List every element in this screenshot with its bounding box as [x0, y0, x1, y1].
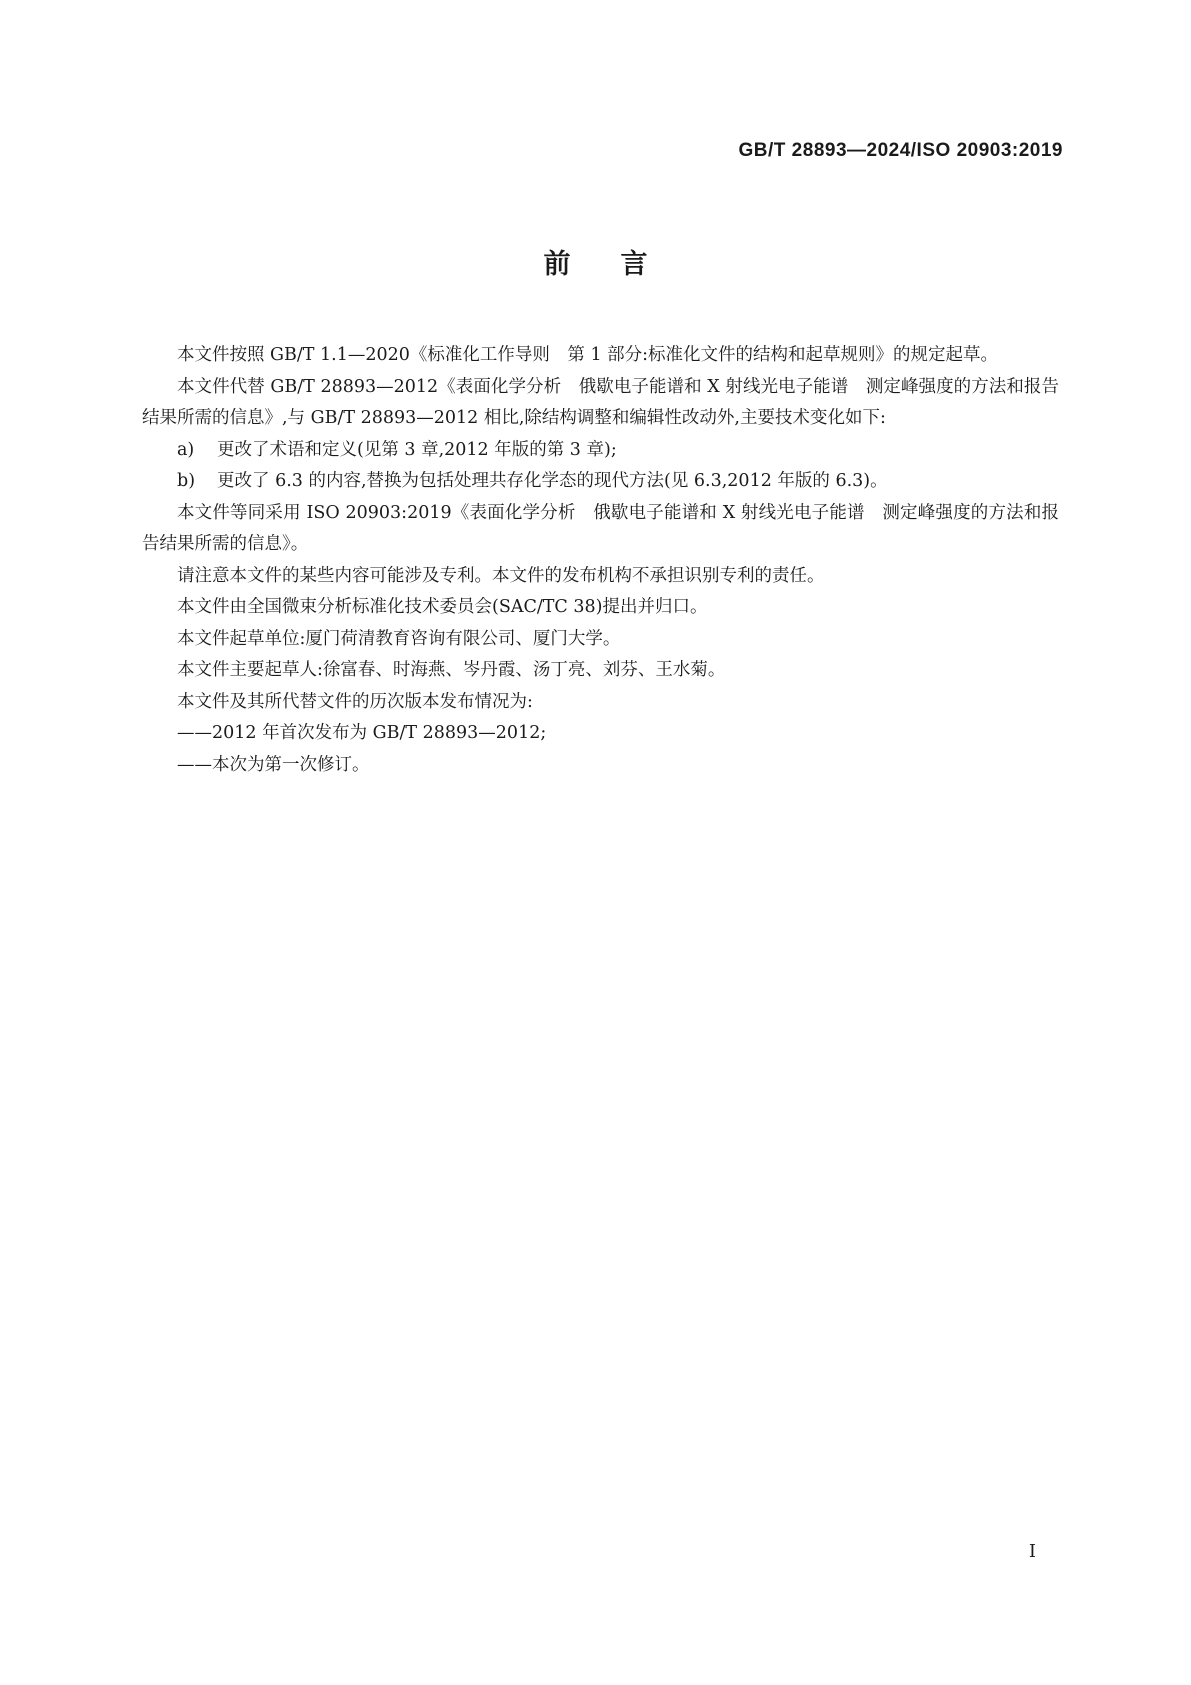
paragraph-replacement: 本文件代替 GB/T 28893—2012《表面化学分析 俄歇电子能谱和 X 射线光电子能谱 测定峰强度的方法和报告结果所需的信息》,与 GB/T 28893—2012 相比,除结构调整和编辑性改动外,主要技术变化如下:: [142, 376, 1059, 428]
list-marker-b: b): [177, 471, 196, 491]
paragraph-equivalence: 本文件等同采用 ISO 20903:2019《表面化学分析 俄歇电子能谱和 X 射线光电子能谱 测定峰强度的方法和报告结果所需的信息》。: [142, 502, 1059, 554]
list-item-b: [142, 466, 1059, 498]
foreword-body: [142, 340, 1059, 781]
paragraph-version-history: 本文件及其所代替文件的历次版本发布情况为:: [177, 691, 533, 712]
paragraph-drafting-units: 本文件起草单位:厦门荷清教育咨询有限公司、厦门大学。: [177, 628, 621, 649]
list-text-a: 更改了术语和定义(见第 3 章,2012 年版的第 3 章);: [217, 439, 617, 460]
standard-code-header: GB/T 28893—2024/ISO 20903:2019: [738, 140, 1063, 161]
list-marker-a: a): [177, 439, 195, 460]
history-item-2012: ——2012 年首次发布为 GB/T 28893—2012;: [177, 723, 547, 743]
list-item-a: [142, 435, 1059, 467]
paragraph-drafters: 本文件主要起草人:徐富春、时海燕、岑丹霞、汤丁亮、刘芬、王水菊。: [177, 660, 726, 680]
paragraph-patent-notice: 请注意本文件的某些内容可能涉及专利。本文件的发布机构不承担识别专利的责任。: [177, 565, 825, 586]
list-text-b: 更改了 6.3 的内容,替换为包括处理共存化学态的现代方法(见 6.3,2012 年版的 6.3)。: [217, 471, 888, 491]
page-title: 前言: [543, 249, 698, 280]
paragraph-committee: 本文件由全国微束分析标准化技术委员会(SAC/TC 38)提出并归口。: [177, 597, 708, 617]
history-item-current: ——本次为第一次修订。: [177, 754, 370, 775]
page-number: I: [1028, 1541, 1036, 1562]
paragraph-drafting-rules: 本文件按照 GB/T 1.1—2020《标准化工作导则 第 1 部分:标准化文件的结构和起草规则》的规定起草。: [177, 345, 999, 365]
